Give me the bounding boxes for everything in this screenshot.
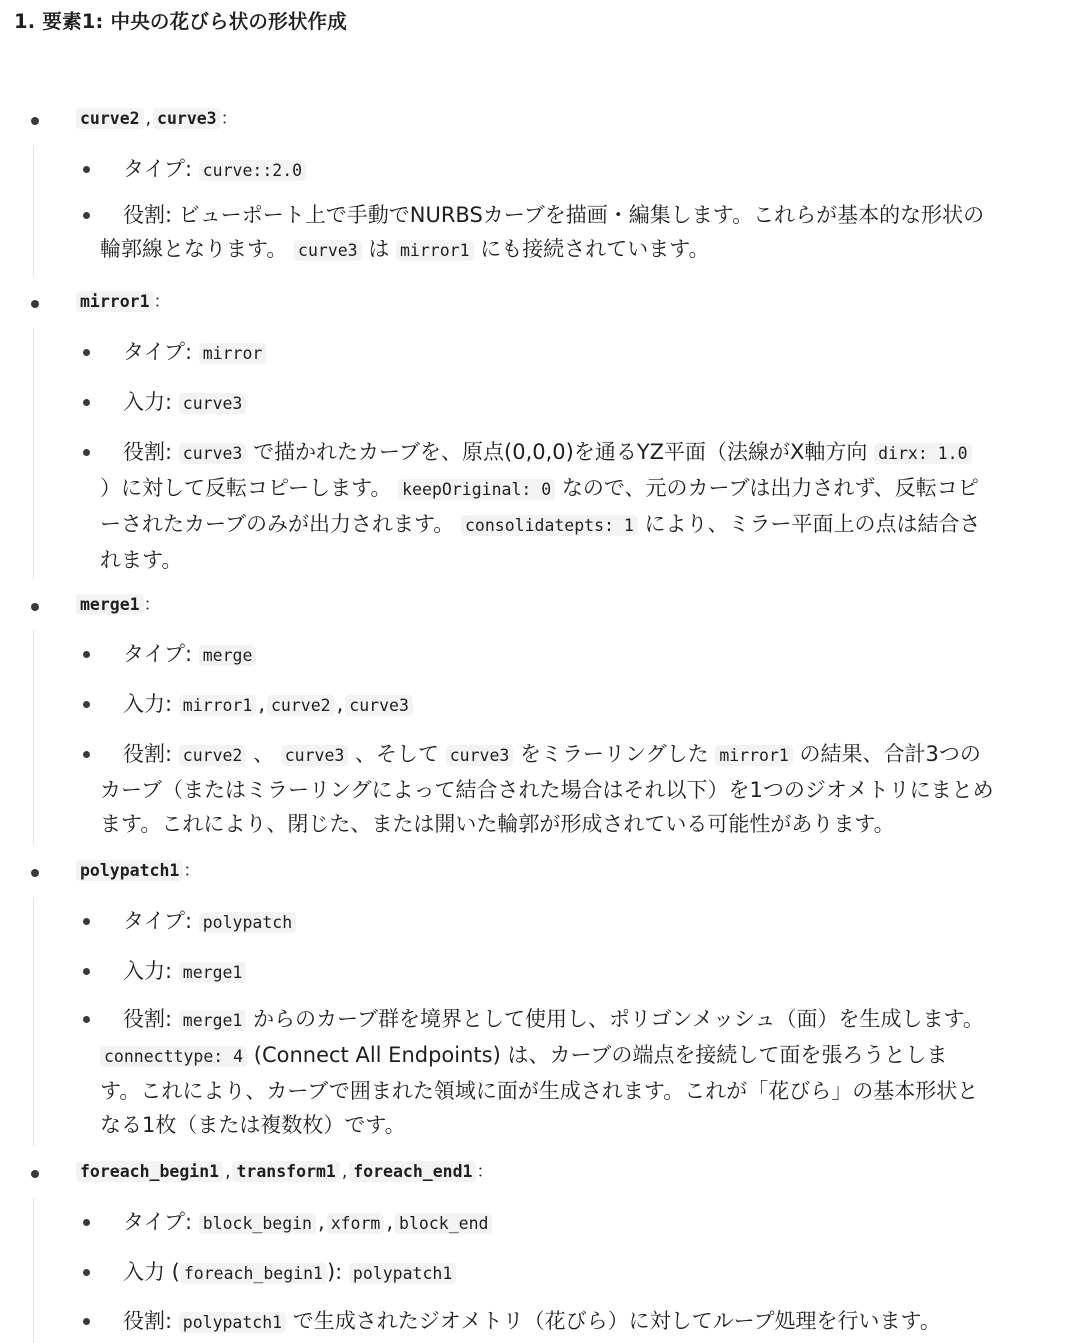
- text-run: をミラーリングした: [520, 742, 709, 766]
- bullet-icon: [83, 399, 90, 406]
- text-run: す。これにより、カーブで囲まれた領域に面が生成されます。これが「花びら」の基本形状と: [100, 1079, 979, 1103]
- text-run: ーされたカーブのみが出力されます。: [100, 512, 455, 536]
- detail-text: [100, 1255, 1062, 1291]
- code-span: polypatch1: [179, 1312, 286, 1333]
- code-span: connecttype: 4: [100, 1046, 247, 1067]
- code-span: mirror1: [396, 240, 474, 261]
- detail-text: [100, 737, 1062, 841]
- node-names: [76, 591, 161, 619]
- text-run: で描かれたカーブを、原点(0,0,0)を通るYZ平面（法線がX軸方向: [253, 440, 868, 464]
- text-run: (Connect All Endpoints) は、カーブの端点を接続して面を張ろうとしま: [253, 1043, 948, 1067]
- code-span: consolidatepts: 1: [461, 515, 638, 536]
- indent-guide: [33, 328, 34, 579]
- bullet-icon: [31, 300, 39, 308]
- detail-text: [100, 435, 1062, 577]
- bullet-icon: [31, 1170, 39, 1178]
- bullet-icon: [83, 918, 90, 925]
- detail-text: [100, 904, 1062, 940]
- detail-label: タイプ:: [123, 340, 193, 364]
- code-span: curve::2.0: [199, 160, 306, 181]
- separator: ,: [225, 1162, 231, 1182]
- colon: ：: [476, 1162, 494, 1182]
- code-span: curve3: [345, 695, 413, 716]
- detail-label: 役割:: [123, 1007, 173, 1031]
- text-run: にも接続されています。: [480, 237, 710, 261]
- text-line: [100, 778, 994, 802]
- text-line: [179, 440, 972, 464]
- code-span: mirror: [199, 343, 267, 364]
- detail-text: [100, 637, 1062, 673]
- detail-text: [100, 687, 1062, 723]
- bullet-icon: [83, 651, 90, 658]
- detail-text: [100, 335, 1062, 371]
- code-span: curve2: [267, 695, 335, 716]
- bullet-icon: [83, 1219, 90, 1226]
- detail-text: [100, 1304, 1062, 1340]
- bullet-icon: [83, 212, 90, 219]
- code-span: polypatch: [199, 912, 296, 933]
- bullet-icon: [83, 701, 90, 708]
- code-span: curve3: [179, 393, 247, 414]
- detail-label: タイプ:: [123, 909, 193, 933]
- text-line: [100, 512, 981, 536]
- code-span: merge1: [179, 1010, 247, 1031]
- text-run: 輪郭線となります。: [100, 237, 288, 261]
- detail-text: [100, 152, 1062, 188]
- colon: ：: [153, 292, 171, 312]
- bullet-icon: [83, 1318, 90, 1325]
- detail-text: [100, 385, 1062, 421]
- code-span: block_end: [395, 1213, 492, 1234]
- section-heading: 1. 要素1: 中央の花びら状の形状作成: [14, 10, 347, 33]
- detail-label: 入力:: [123, 390, 173, 414]
- bullet-icon: [31, 117, 39, 125]
- detail-text: [100, 1002, 1062, 1142]
- indent-guide: [33, 897, 34, 1146]
- node-item: [0, 591, 1079, 619]
- text-line: [100, 1043, 947, 1067]
- node-item: [0, 105, 1079, 133]
- text-run: ）に対して反転コピーします。: [100, 476, 392, 500]
- text-run: ます。これにより、閉じた、または開いた輪郭が形成されている可能性があります。: [100, 812, 895, 836]
- text-run: なので、元のカーブは出力されず、反転コピ: [561, 476, 979, 500]
- detail-label: 入力 (: [123, 1260, 180, 1284]
- code-span: merge1: [179, 962, 247, 983]
- detail-label: 入力:: [123, 692, 173, 716]
- indent-guide: [33, 1198, 34, 1343]
- text-run: れます。: [100, 548, 183, 572]
- separator: ,: [145, 109, 152, 129]
- text-line: [100, 1079, 978, 1103]
- code-span: mirror1: [715, 745, 793, 766]
- text-run: で生成されたジオメトリ（花びら）に対してループ処理を行います。: [292, 1309, 941, 1333]
- detail-label: タイプ:: [123, 157, 193, 181]
- text-run: カーブ（またはミラーリングによって結合された場合はそれ以下）を1つのジオメトリにまとめ: [100, 778, 994, 802]
- detail-label: タイプ:: [123, 642, 193, 666]
- separator: ,: [341, 1162, 348, 1182]
- text-run: により、ミラー平面上の点は結合さ: [644, 512, 981, 536]
- text-line: [179, 742, 981, 766]
- indent-guide: [33, 145, 34, 277]
- code-span: dirx: 1.0: [874, 443, 971, 464]
- code-span: polypatch1: [349, 1263, 456, 1284]
- detail-label: 役割:: [123, 440, 173, 464]
- separator: ,: [336, 692, 344, 716]
- node-names: [76, 288, 171, 316]
- bullet-icon: [83, 449, 90, 456]
- detail-label: 入力:: [123, 959, 173, 983]
- code-span: curve2: [179, 745, 247, 766]
- code-span: foreach_begin1: [180, 1263, 327, 1284]
- code-span: transform1: [232, 1161, 339, 1182]
- node-item: [0, 288, 1079, 316]
- bullet-icon: [83, 349, 90, 356]
- code-span: foreach_begin1: [76, 1161, 223, 1182]
- code-span: mirror1: [76, 291, 154, 312]
- node-names: [76, 857, 200, 885]
- text-line: [100, 812, 895, 836]
- separator: ,: [258, 692, 265, 716]
- text-run: からのカーブ群を境界として使用し、ポリゴンメッシュ（面）を生成します。: [253, 1007, 984, 1031]
- bullet-icon: [31, 869, 39, 877]
- code-span: merge: [199, 645, 257, 666]
- code-span: curve3: [446, 745, 514, 766]
- bullet-icon: [83, 1269, 90, 1276]
- indent-guide: [33, 630, 34, 845]
- code-span: curve3: [153, 108, 221, 129]
- code-span: mirror1: [179, 695, 257, 716]
- text-line: [100, 476, 979, 500]
- code-span: curve3: [179, 443, 247, 464]
- detail-label: タイプ:: [123, 1210, 193, 1234]
- code-span: xform: [327, 1213, 385, 1234]
- node-item: [0, 857, 1079, 885]
- text-run: は: [368, 237, 390, 261]
- separator: ,: [386, 1210, 394, 1234]
- code-span: polypatch1: [76, 860, 183, 881]
- code-span: curve2: [76, 108, 144, 129]
- code-span: foreach_end1: [349, 1161, 476, 1182]
- code-span: curve3: [281, 745, 349, 766]
- bullet-icon: [31, 603, 39, 611]
- detail-label-tail: ):: [326, 1260, 343, 1284]
- detail-label: 役割:: [123, 1309, 173, 1333]
- text-line: [100, 1113, 406, 1137]
- text-run: 、そして: [355, 742, 440, 766]
- detail-label: 役割:: [123, 742, 173, 766]
- bullet-icon: [83, 968, 90, 975]
- detail-text: [100, 198, 1062, 268]
- text-run: なる1枚（または複数枚）です。: [100, 1113, 406, 1137]
- colon: ：: [143, 595, 161, 615]
- colon: ：: [183, 861, 201, 881]
- text-line: [100, 548, 182, 572]
- text-line: [179, 1309, 941, 1333]
- colon: ：: [220, 109, 238, 129]
- bullet-icon: [83, 751, 90, 758]
- code-span: merge1: [76, 594, 144, 615]
- text-line: [179, 1007, 984, 1031]
- text-line: ビューポート上で手動でNURBSカーブを描画・編集します。これらが基本的な形状の: [178, 203, 985, 227]
- text-run: の結果、合計3つの: [799, 742, 981, 766]
- node-names: [76, 1158, 493, 1186]
- bullet-icon: [83, 166, 90, 173]
- code-span: curve3: [294, 240, 362, 261]
- text-run: 、: [253, 742, 275, 766]
- text-line: [100, 237, 710, 261]
- detail-label: 役割:: [123, 203, 173, 227]
- code-span: keepOriginal: 0: [398, 479, 555, 500]
- separator: ,: [318, 1210, 325, 1234]
- detail-text: [100, 954, 1062, 990]
- bullet-icon: [83, 1016, 90, 1023]
- node-item: [0, 1158, 1079, 1186]
- detail-text: [100, 1205, 1062, 1241]
- node-names: [76, 105, 238, 133]
- code-span: block_begin: [199, 1213, 316, 1234]
